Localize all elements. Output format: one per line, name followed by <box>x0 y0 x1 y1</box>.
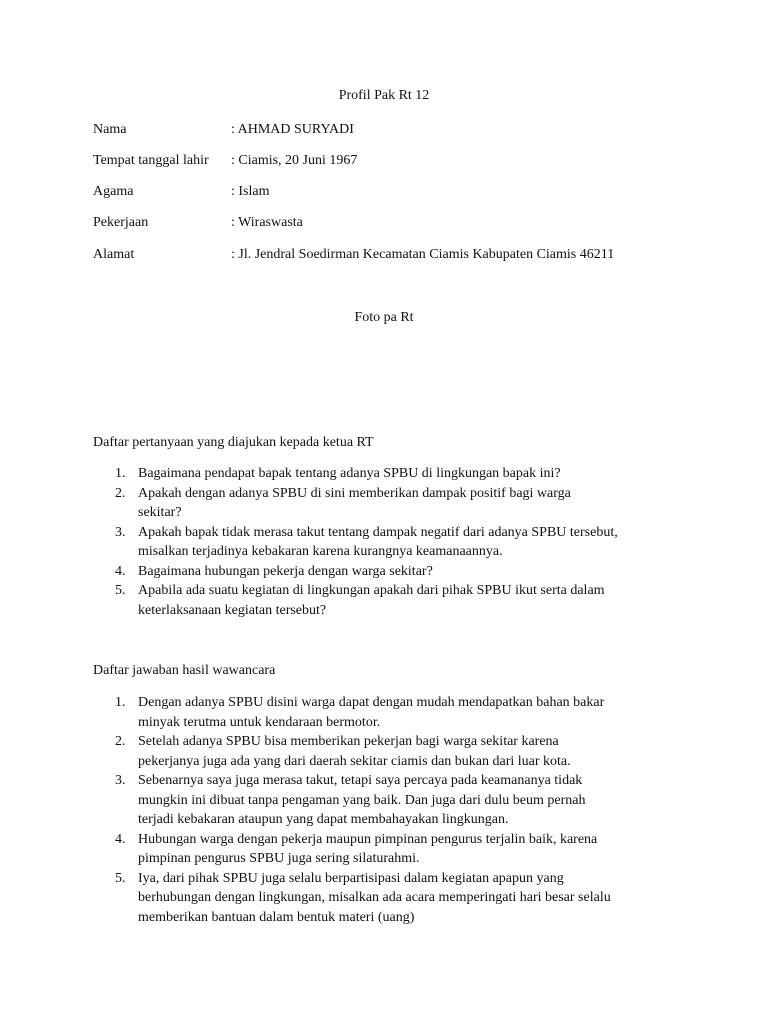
answers-heading: Daftar jawaban hasil wawancara <box>93 663 276 678</box>
list-number: 3. <box>115 524 126 540</box>
list-item <box>93 732 693 771</box>
list-item <box>93 523 693 562</box>
list-line: Apakah bapak tidak merasa takut tentang dampak negatif dari adanya SPBU tersebut, <box>138 524 618 540</box>
list-line: Setelah adanya SPBU bisa memberikan pekerjan bagi warga sekitar karena <box>138 734 559 749</box>
list-item <box>93 771 693 830</box>
list-number: 3. <box>115 773 126 788</box>
list-item <box>93 562 693 582</box>
list-line: terjadi kebakaran ataupun yang dapat membahayakan lingkungan. <box>138 812 509 827</box>
list-line: Dengan adanya SPBU disini warga dapat dengan mudah mendapatkan bahan bakar <box>138 695 605 710</box>
questions-list <box>93 464 693 620</box>
list-number: 1. <box>115 695 126 710</box>
list-line: pimpinan pengurus SPBU juga sering silaturahmi. <box>138 851 420 866</box>
list-line: pekerjanya juga ada yang dari daerah sekitar ciamis dan bukan dari luar kota. <box>138 753 571 769</box>
profile-row-occupation <box>93 213 303 233</box>
profile-value: : Wiraswasta <box>231 215 303 230</box>
list-number: 4. <box>115 831 126 847</box>
list-item <box>93 581 693 620</box>
answers-list <box>93 693 693 927</box>
list-item <box>93 830 693 869</box>
profile-value: : AHMAD SURYADI <box>231 122 354 137</box>
profile-label: Nama <box>93 122 127 137</box>
list-item <box>93 693 693 732</box>
list-line: memberikan bantuan dalam bentuk materi (uang) <box>138 909 415 925</box>
list-line: Apabila ada suatu kegiatan di lingkungan apakah dari pihak SPBU ikut serta dalam <box>138 583 605 598</box>
list-line: mungkin ini dibuat tanpa pengaman yang baik. Dan juga dari dulu beum pernah <box>138 792 586 808</box>
profile-value: : Jl. Jendral Soedirman Kecamatan Ciamis Kabupaten Ciamis 46211 <box>231 247 615 262</box>
list-number: 1. <box>115 466 126 481</box>
profile-label: Agama <box>93 184 134 199</box>
profile-value: : Islam <box>231 184 270 199</box>
list-number: 4. <box>115 563 126 579</box>
profile-value: : Ciamis, 20 Juni 1967 <box>231 153 358 168</box>
profile-row-nama <box>93 120 354 140</box>
list-number: 5. <box>115 583 126 598</box>
list-line: Apakah dengan adanya SPBU di sini memberikan dampak positif bagi warga <box>138 485 571 501</box>
profile-row-birth <box>93 151 357 171</box>
list-item <box>93 464 693 484</box>
profile-row-religion <box>93 182 270 202</box>
list-number: 5. <box>115 870 126 886</box>
list-line: Bagaimana pendapat bapak tentang adanya SPBU di lingkungan bapak ini? <box>138 466 561 481</box>
page-title: Profil Pak Rt 12 <box>338 88 430 103</box>
profile-row-address <box>93 245 614 265</box>
list-line: misalkan terjadinya kebakaran karena kurangnya keamanaannya. <box>138 544 503 559</box>
profile-label: Alamat <box>93 247 135 262</box>
list-line: sekitar? <box>138 505 182 520</box>
list-line: Iya, dari pihak SPBU juga selalu berpartisipasi dalam kegiatan apapun yang <box>138 870 564 886</box>
list-line: Bagaimana hubungan pekerja dengan warga sekitar? <box>138 563 433 579</box>
list-number: 2. <box>115 734 126 749</box>
list-line: berhubungan dengan lingkungan, misalkan ada acara memperingati hari besar selalu <box>138 890 611 905</box>
list-line: Sebenarnya saya juga merasa takut, tetapi saya percaya pada keamananya tidak <box>138 773 583 788</box>
list-line: minyak terutma untuk kendaraan bermotor. <box>138 714 381 730</box>
list-line: Hubungan warga dengan pekerja maupun pimpinan pengurus terjalin baik, karena <box>138 831 598 847</box>
list-line: keterlaksanaan kegiatan tersebut? <box>138 602 327 618</box>
questions-heading: Daftar pertanyaan yang diajukan kepada ketua RT <box>93 435 374 450</box>
photo-caption: Foto pa Rt <box>354 310 414 325</box>
list-item <box>93 869 693 928</box>
profile-label: Pekerjaan <box>93 215 149 230</box>
profile-label: Tempat tanggal lahir <box>93 153 209 168</box>
list-number: 2. <box>115 485 126 501</box>
list-item <box>93 484 693 523</box>
